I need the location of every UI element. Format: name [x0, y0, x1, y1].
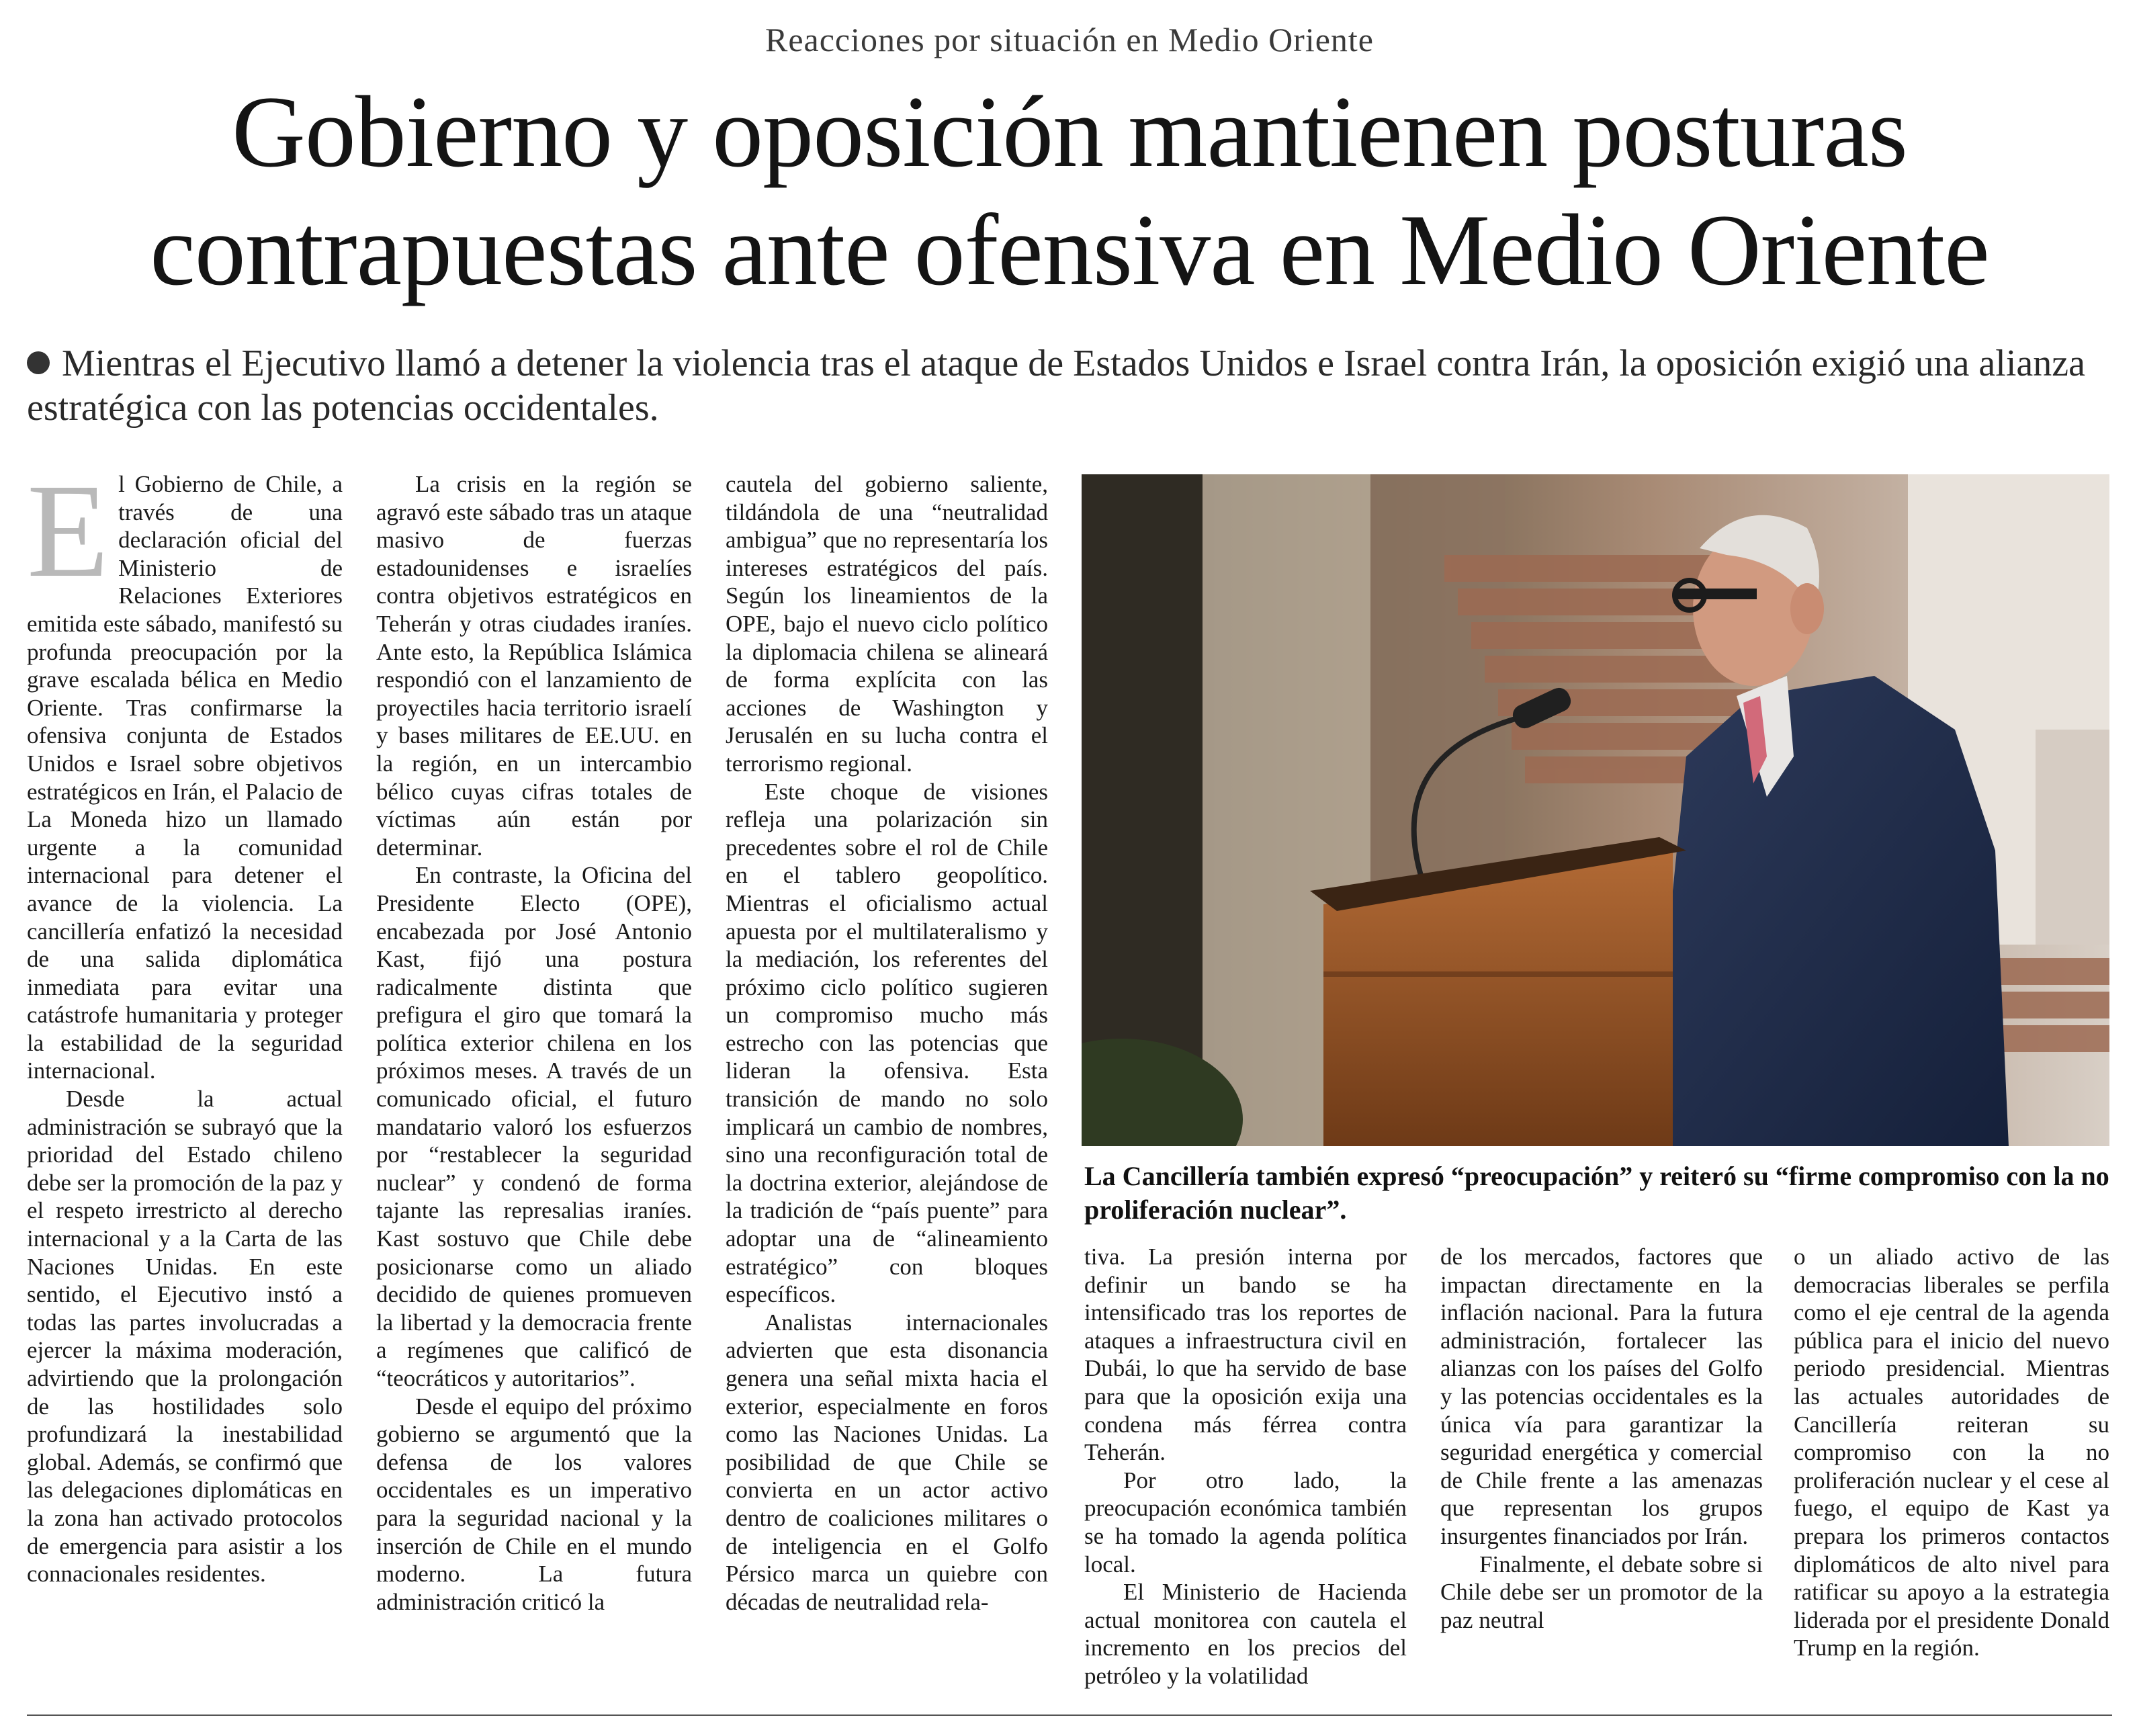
article-column-1: [27, 470, 343, 1706]
paragraph-1: l Gobierno de Chile, a través de una declaración oficial del Ministerio de Relaciones Exteriores emitida este sábado, manifestó su profunda preocupación por la grave escalada bélica en Medio Oriente. Tras confirmarse la ofensiva conjunta de Estados Unidos e Israel sobre objetivos estratégicos en Irán, el Palacio de La Moneda hizo un llamado urgente a la comunidad internacional para detener el avance de la violencia. La cancillería enfatizó la necesidad de una salida diplomática inmediata para evitar una catástrofe humanitaria y proteger la estabilidad de la seguridad internacional.: [27, 471, 343, 1084]
paragraph-7-start: Analistas internacionales advierten que esta disonancia genera una señal mixta hacia el exterior, especialmente en foros como las Naciones Unidas. La posibilidad de que Chile se convierta en un actor activo dentro de coaliciones militares o de inteligencia en el Golfo Pérsico marca un quiebre con décadas de neutralidad rela-: [726, 1309, 1048, 1615]
paragraph-5-start: Desde el equipo del próximo gobierno se argumentó que la defensa de los valores occidentales es un imperativo para la seguridad nacional y la inserción de Chile en el mundo moderno. La futura administración criticó la: [376, 1393, 692, 1615]
lead-summary: [27, 341, 2116, 430]
paragraph-6: Este choque de visiones refleja una polarización sin precedentes sobre el rol de Chile en el tablero geopolítico. Mientras el oficialismo actual apuesta por el multilateralismo y la mediación, los referentes del próximo ciclo político sugieren un compromiso mucho más estrecho con las potencias que lideran la ofensiva. Esta transición de mando no solo implicará un cambio de nombres, sino una reconfiguración total de la doctrina exterior, alejándose de la tradición de “país puente” para adoptar una de “alineamiento estratégico” con bloques específicos.: [726, 778, 1048, 1308]
paragraph-9-start: El Ministerio de Hacienda actual monitorea con cautela el incremento en los precios del petróleo y la volatilidad: [1084, 1579, 1407, 1689]
headline: [20, 73, 2119, 309]
headline-line-2: contrapuestas ante ofensiva en Medio Oriente: [150, 193, 1989, 306]
kicker: Reacciones por situación en Medio Oriente: [765, 21, 1374, 58]
headline-line-1: Gobierno y oposición mantienen posturas: [232, 75, 1907, 188]
paragraph-8: Por otro lado, la preocupación económica también se ha tomado la agenda política local.: [1084, 1467, 1407, 1577]
paragraph-4: En contraste, la Oficina del Presidente Electo (OPE), encabezada por José Antonio Kast, fijó una postura radicalmente distinta que prefigura el giro que tomará la política exterior chilena en los próximos meses. A través de un comunicado oficial, el futuro mandatario valoró los esfuerzos por “restablecer la seguridad nuclear” y condenó de forma tajante las represalias iraníes. Kast sostuvo que Chile debe posicionarse como un aliado decidido de quienes promueven la libertad y la democracia frente a regímenes que calificó de “teocráticos y autoritarios”.: [376, 862, 692, 1391]
article-column-2: [376, 470, 692, 1706]
paragraph-9-continued: de los mercados, factores que impactan directamente en la inflación nacional. Para la futura administración, fortalecer las alianzas con los países del Golfo y las potencias occidentales es la única vía para garantizar la seguridad energética y comercial de Chile frente a las amenazas que representan los grupos insurgentes financiados por Irán.: [1440, 1244, 1763, 1549]
drop-cap: E: [27, 470, 110, 605]
paragraph-2: Desde la actual administración se subrayó que la prioridad del Estado chileno debe ser la promoción de la paz y el respeto irrestricto al derecho internacional y a la Carta de las Naciones Unidas. En este sentido, el Ejecutivo instó a todas las partes involucradas a ejercer la máxima moderación, advirtiendo que la prolongación de las hostilidades solo profundizará la inestabilidad global. Además, se confirmó que las delegaciones diplomáticas en la zona han activado protocolos de emergencia para asistir a los connacionales residentes.: [27, 1086, 343, 1588]
bullet-icon: [27, 351, 50, 374]
photo-caption: La Cancillería también expresó “preocupación” y reiteró su “firme compromiso con la no proliferación nuclear”.: [1084, 1161, 2109, 1225]
article-column-5: [1440, 1243, 1763, 1706]
article-column-3: [726, 470, 1048, 1706]
lead-text: Mientras el Ejecutivo llamó a detener la violencia tras el ataque de Estados Unidos e Israel contra Irán, la oposición exigió una alianza estratégica con las potencias occidentales.: [27, 343, 2085, 429]
photo-speaker-at-podium: [1082, 474, 2109, 1146]
bottom-rule: [27, 1715, 2112, 1716]
article-column-6: [1794, 1243, 2109, 1706]
article-photo: [1082, 474, 2109, 1146]
paragraph-3: La crisis en la región se agravó este sábado tras un ataque masivo de fuerzas estadounidenses e israelíes contra objetivos estratégicos en Teherán y otras ciudades iraníes. Ante esto, la República Islámica respondió con el lanzamiento de proyectiles hacia territorio israelí y bases militares de EE.UU. en la región, en un intercambio bélico cuyas cifras totales de víctimas aún están por determinar.: [376, 471, 692, 861]
article-column-4: [1084, 1243, 1407, 1706]
paragraph-7-continued: tiva. La presión interna por definir un bando se ha intensificado tras los reportes de ataques a infraestructura civil en Dubái, lo que ha servido de base para que la oposición exija una condena más férrea contra Teherán.: [1084, 1244, 1407, 1466]
paragraph-10-continued: o un aliado activo de las democracias liberales se perfila como el eje central de la agenda pública para el inicio del nuevo periodo presidencial. Mientras las actuales autoridades de Cancillería reiteran su compromiso con la no proliferación nuclear y el cese al fuego, el equipo de Kast ya prepara los primeros contactos diplomáticos de alto nivel para ratificar su apoyo a la estrategia liderada por el presidente Donald Trump en la región.: [1794, 1244, 2109, 1661]
paragraph-5-continued: cautela del gobierno saliente, tildándola de una “neutralidad ambigua” que no representaría los intereses estratégicos del país. Según los lineamientos de la OPE, bajo el nuevo ciclo político la diplomacia chilena se alineará de forma explícita con las acciones de Washington y Jerusalén en su lucha contra el terrorismo regional.: [726, 471, 1048, 777]
paragraph-10-start: Finalmente, el debate sobre si Chile debe ser un promotor de la paz neutral: [1440, 1551, 1763, 1633]
